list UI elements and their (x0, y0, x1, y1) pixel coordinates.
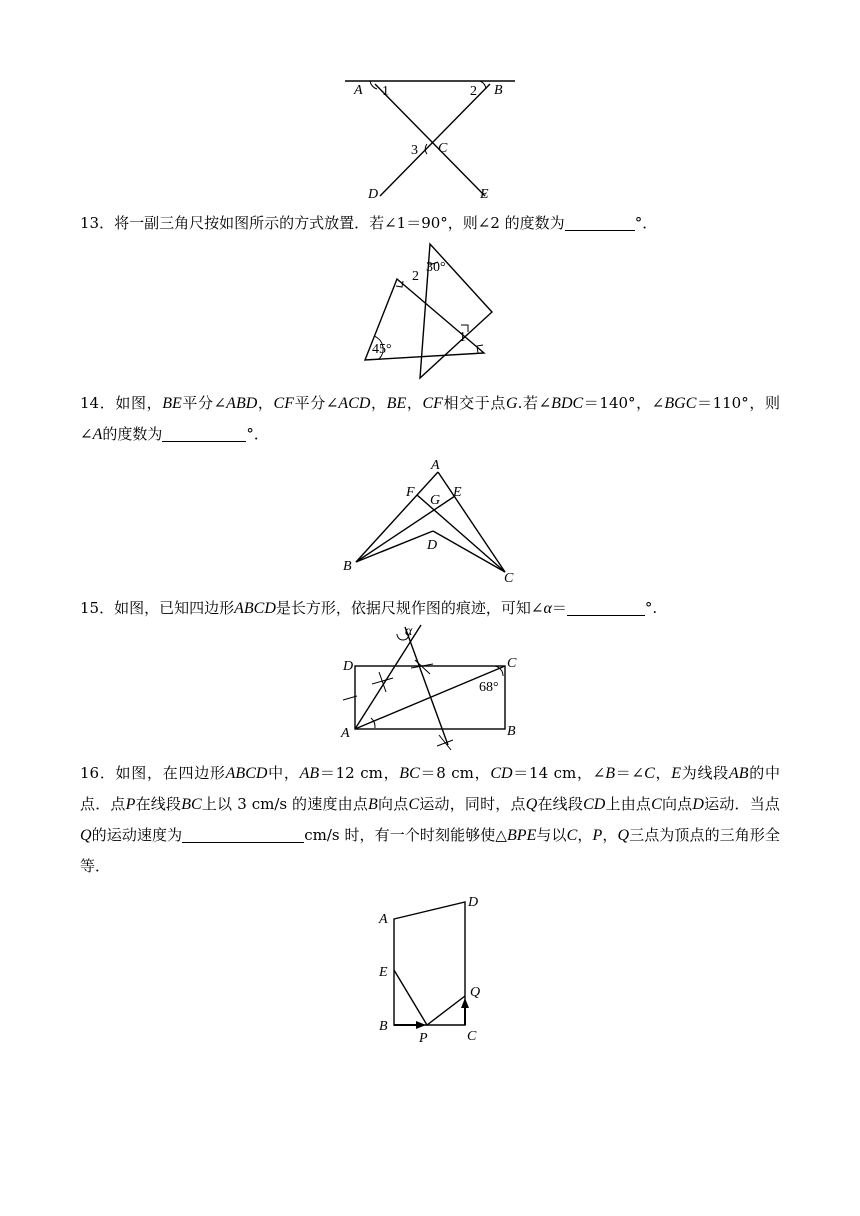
quadrilateral-ABCD (394, 902, 465, 1025)
segments-EPQ (394, 970, 465, 1025)
arrow-head-BP (416, 1021, 426, 1029)
label-angle-2: 2 (470, 84, 477, 99)
label-A: A (379, 912, 388, 927)
label-30-degrees: 30° (426, 260, 446, 275)
question-14: 14．如图，BE平分∠ABD，CF平分∠ACD，BE，CF相交于点G.若∠BDC＝140°，∠BGC＝110°，则∠A的度数为 °． (80, 394, 780, 443)
label-68-degrees: 68° (479, 680, 499, 695)
question-16: 16．如图，在四边形ABCD中，AB＝12 cm，BC＝8 cm，CD＝14 cm，∠B＝∠C，E为线段AB的中点．点P在线段BC上以 3 cm/s 的速度由点B向点C运动，同时，点Q在线段CD上由点C向点D运动．当点Q的运动速度为 cm/s 时，有一个时刻能够使△BPE与以C，P，Q三点为顶点的三角形全等． (80, 764, 780, 875)
label-D: D (343, 659, 354, 674)
line-bd (380, 84, 490, 196)
perpendicular-bisector (405, 627, 448, 745)
figure-15-rectangle-construction (335, 622, 535, 752)
label-angle-1: 1 (382, 84, 389, 99)
question-13: 13．将一副三角尺按如图所示的方式放置．若∠1＝90°，则∠2 的度数为 °． (80, 214, 658, 232)
label-Q: Q (470, 985, 481, 1000)
compass-mark-A (371, 718, 375, 728)
label-angle-1: 1 (459, 330, 466, 345)
line-ae (375, 84, 485, 196)
bisector-BE (356, 496, 455, 562)
label-A: A (354, 83, 363, 98)
label-B: B (507, 724, 516, 739)
label-45-degrees: 45° (372, 342, 392, 357)
segment-DC (433, 531, 505, 572)
label-E: E (480, 187, 489, 202)
figure-14-triangle-bisectors (335, 456, 525, 586)
answer-blank-15[interactable] (567, 597, 645, 616)
answer-blank-16[interactable] (182, 824, 304, 843)
label-C: C (507, 656, 517, 671)
label-E: E (453, 485, 462, 500)
label-C: C (467, 1029, 477, 1044)
label-alpha: α (405, 624, 413, 639)
answer-blank-14[interactable] (162, 423, 246, 442)
figure-12-intersecting-lines (340, 74, 520, 204)
label-D: D (468, 895, 479, 910)
label-B: B (343, 559, 352, 574)
label-angle-2: 2 (412, 269, 419, 284)
side-AB (356, 472, 441, 562)
label-A: A (341, 726, 350, 741)
angle-2-arc (480, 81, 486, 89)
bisector-line (355, 625, 421, 729)
label-F: F (406, 485, 415, 500)
label-C: C (438, 141, 448, 156)
arrow-head-CQ (461, 998, 469, 1008)
label-C: C (504, 571, 514, 586)
label-P: P (419, 1031, 428, 1046)
label-B: B (379, 1019, 388, 1034)
label-B: B (494, 83, 503, 98)
label-angle-3: 3 (411, 143, 418, 158)
figure-13-set-squares (360, 240, 500, 382)
answer-blank-13[interactable] (565, 212, 635, 231)
label-D: D (427, 538, 438, 553)
label-G: G (430, 493, 441, 508)
label-A: A (431, 458, 440, 473)
label-D: D (368, 187, 379, 202)
label-E: E (379, 965, 388, 980)
figure-16-quadrilateral (370, 892, 490, 1052)
question-15: 15．如图，已知四边形ABCD是长方形，依据尺规作图的痕迹，可知∠α＝ °. (80, 599, 658, 617)
